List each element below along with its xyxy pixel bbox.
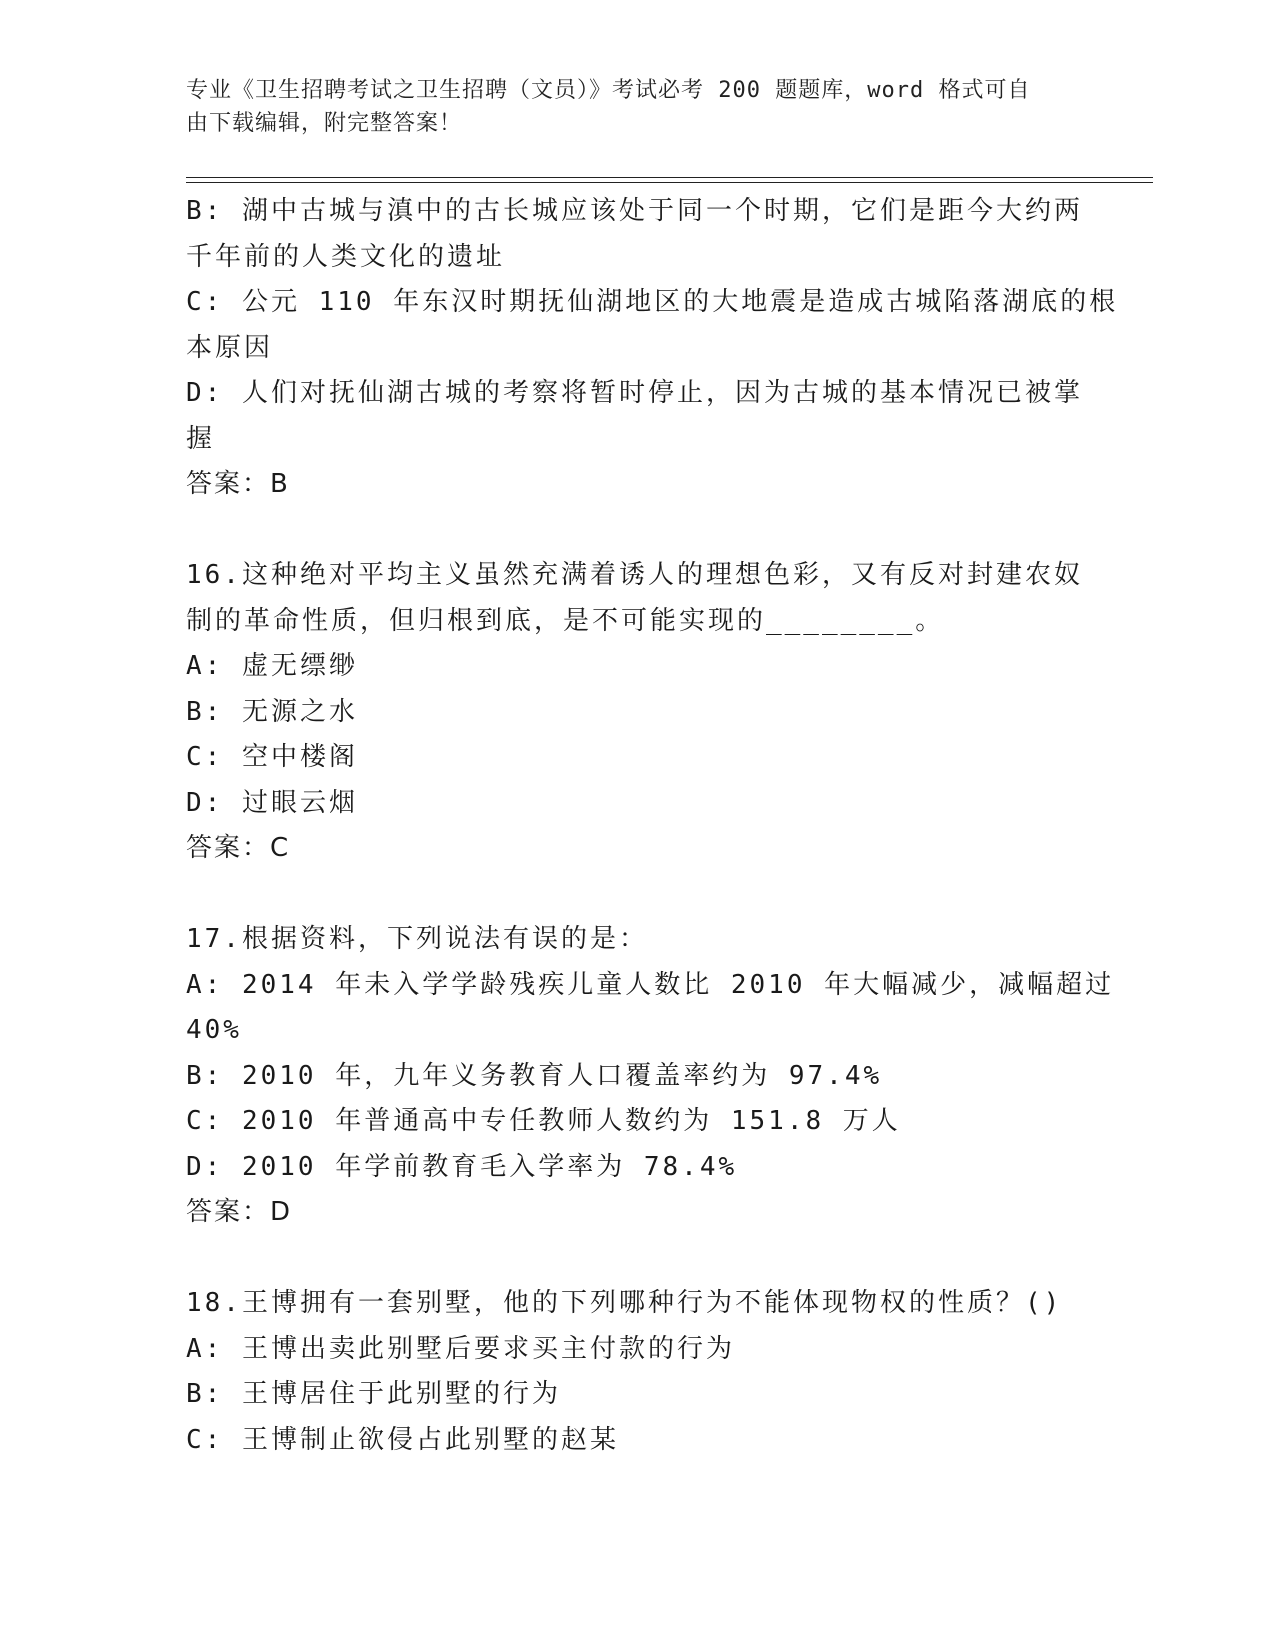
question-16 [186, 553, 1086, 872]
q16-stem-line-1: 16.这种绝对平均主义虽然充满着诱人的理想色彩，又有反对封建农奴 [186, 560, 1083, 590]
q17-option-d: D: 2010 年学前教育毛入学率为 78.4% [186, 1151, 738, 1182]
header-line-1: 专业《卫生招聘考试之卫生招聘（文员）》考试必考 200 题题库，word 格式可自 [186, 78, 1031, 103]
q18-stem: 18.王博拥有一套别墅，他的下列哪种行为不能体现物权的性质？() [186, 1288, 1063, 1318]
q16-option-c: C: 空中楼阁 [186, 742, 358, 772]
q17-option-a-line-1: A: 2014 年未入学学龄残疾儿童人数比 2010 年大幅减少，减幅超过 [186, 969, 1115, 1000]
q16-option-a: A: 虚无缥缈 [186, 651, 358, 681]
q15-option-b-line-2: 千年前的人类文化的遗址 [186, 241, 506, 272]
q15-answer: 答案：B [186, 469, 290, 499]
question-17 [186, 917, 1115, 1236]
question-15 [186, 189, 1119, 508]
question-18 [186, 1281, 1086, 1463]
q15-option-d-line-1: D: 人们对抚仙湖古城的考察将暂时停止，因为古城的基本情况已被掌 [186, 378, 1083, 408]
header-line-2: 由下载编辑，附完整答案！ [186, 111, 463, 136]
q15-option-b-line-1: B: 湖中古城与滇中的古长城应该处于同一个时期，它们是距今大约两 [186, 196, 1083, 226]
q16-option-b: B: 无源之水 [186, 696, 358, 727]
spacer [186, 508, 1086, 554]
q18-option-b: B: 王博居住于此别墅的行为 [186, 1379, 561, 1409]
q16-stem-line-2: 制的革命性质，但归根到底，是不可能实现的________。 [186, 605, 945, 636]
q15-option-c-line-1: C: 公元 110 年东汉时期抚仙湖地区的大地震是造成古城陷落湖底的根 [186, 287, 1119, 317]
spacer [186, 1236, 1086, 1282]
spacer [186, 872, 1086, 918]
q18-option-c: C: 王博制止欲侵占此别墅的赵某 [186, 1424, 619, 1455]
q17-option-a-line-2: 40% [186, 1015, 242, 1045]
q17-answer: 答案：D [186, 1197, 293, 1227]
q16-option-d: D: 过眼云烟 [186, 787, 358, 818]
header-rule-top [186, 177, 1153, 178]
header-rule-bottom [186, 182, 1153, 183]
q17-option-b: B: 2010 年，九年义务教育人口覆盖率约为 97.4% [186, 1060, 883, 1091]
q18-option-a: A: 王博出卖此别墅后要求买主付款的行为 [186, 1333, 735, 1364]
q15-option-c-line-2: 本原因 [186, 332, 274, 363]
document-header [186, 74, 1066, 140]
q15-option-d-line-2: 握 [186, 423, 216, 454]
q17-stem: 17.根据资料，下列说法有误的是： [186, 924, 648, 954]
q16-answer: 答案：C [186, 833, 291, 863]
question-list [186, 189, 1119, 1463]
q17-option-c: C: 2010 年普通高中专任教师人数约为 151.8 万人 [186, 1106, 901, 1136]
